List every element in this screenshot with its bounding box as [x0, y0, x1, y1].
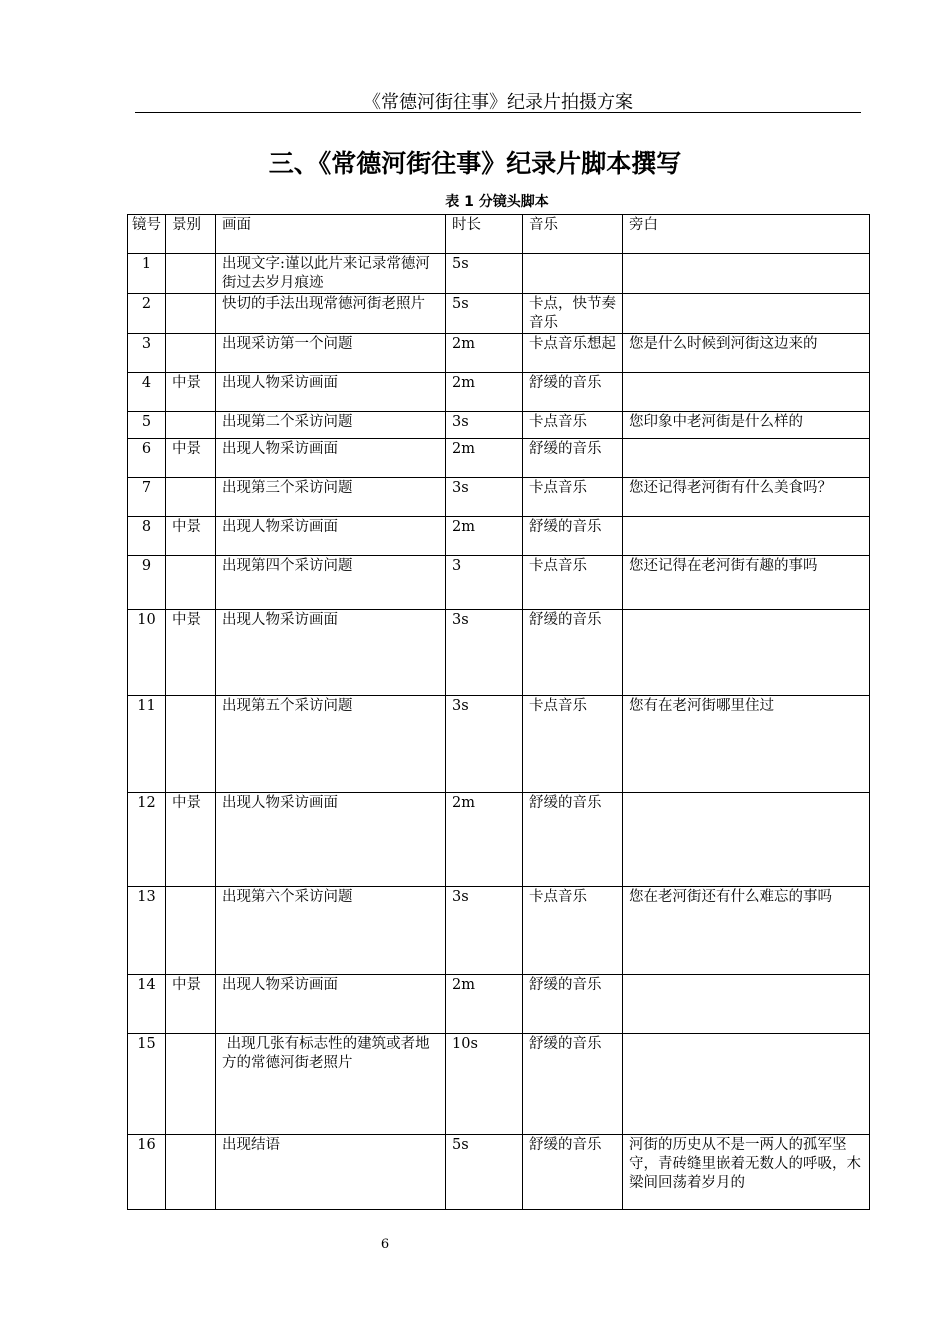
- cell-shot-no: 10: [128, 610, 166, 696]
- table-row: [128, 334, 870, 373]
- cell-music: [523, 254, 623, 294]
- cell-music: 卡点音乐: [523, 556, 623, 610]
- cell-scene: 出现人物采访画面: [216, 793, 446, 887]
- cell-duration: 2m: [446, 793, 523, 887]
- cell-narration: 您有在老河街哪里住过: [623, 696, 870, 793]
- cell-shot-no: 4: [128, 373, 166, 412]
- cell-scene: 出现人物采访画面: [216, 439, 446, 478]
- cell-shot-no: 5: [128, 412, 166, 439]
- cell-shot-no: 16: [128, 1135, 166, 1210]
- cell-scale: 中景: [166, 610, 216, 696]
- cell-scene: 出现人物采访画面: [216, 373, 446, 412]
- cell-duration: 3s: [446, 478, 523, 517]
- cell-scene: 出现第五个采访问题: [216, 696, 446, 793]
- cell-scene: 出现文字:谨以此片来记录常德河街过去岁月痕迹: [216, 254, 446, 294]
- table-row: [128, 975, 870, 1034]
- cell-scene: 出现采访第一个问题: [216, 334, 446, 373]
- cell-duration: 3: [446, 556, 523, 610]
- cell-narration: 您还记得在老河街有趣的事吗: [623, 556, 870, 610]
- cell-scale: [166, 1135, 216, 1210]
- cell-duration: 10s: [446, 1034, 523, 1135]
- cell-scene: 出现结语: [216, 1135, 446, 1210]
- page-number: 6: [380, 1237, 390, 1252]
- cell-duration: 3s: [446, 696, 523, 793]
- cell-scale: 中景: [166, 793, 216, 887]
- cell-scene: 出现人物采访画面: [216, 517, 446, 556]
- cell-duration: 5s: [446, 294, 523, 334]
- table-header-row: [128, 215, 870, 254]
- cell-duration: 2m: [446, 975, 523, 1034]
- cell-shot-no: 12: [128, 793, 166, 887]
- cell-scene: 出现第六个采访问题: [216, 887, 446, 975]
- cell-music: 舒缓的音乐: [523, 975, 623, 1034]
- cell-narration: 您还记得老河街有什么美食吗？: [623, 478, 870, 517]
- cell-scene: 出现人物采访画面: [216, 610, 446, 696]
- cell-narration: [623, 793, 870, 887]
- cell-narration: [623, 1034, 870, 1135]
- cell-scene: 出现第二个采访问题: [216, 412, 446, 439]
- table-row: [128, 294, 870, 334]
- cell-narration: [623, 439, 870, 478]
- cell-narration: [623, 610, 870, 696]
- table-row: [128, 696, 870, 793]
- table-row: [128, 793, 870, 887]
- cell-shot-no: 11: [128, 696, 166, 793]
- cell-narration: 您印象中老河街是什么样的: [623, 412, 870, 439]
- table-row: [128, 373, 870, 412]
- cell-duration: 3s: [446, 887, 523, 975]
- cell-scale: [166, 696, 216, 793]
- table-row: [128, 1034, 870, 1135]
- cell-scale: 中景: [166, 517, 216, 556]
- cell-narration: 您是什么时候到河街这边来的: [623, 334, 870, 373]
- cell-duration: 3s: [446, 412, 523, 439]
- cell-scale: [166, 478, 216, 517]
- cell-music: 舒缓的音乐: [523, 1135, 623, 1210]
- cell-scene: 出现人物采访画面: [216, 975, 446, 1034]
- table-row: [128, 610, 870, 696]
- cell-scale: [166, 412, 216, 439]
- column-header-shot-no: 镜号: [128, 215, 166, 254]
- column-header-scale: 景别: [166, 215, 216, 254]
- cell-shot-no: 9: [128, 556, 166, 610]
- cell-narration: 河街的历史从不是一两人的孤军坚守，青砖缝里嵌着无数人的呼吸，木梁间回荡着岁月的: [623, 1135, 870, 1210]
- cell-shot-no: 7: [128, 478, 166, 517]
- column-header-duration: 时长: [446, 215, 523, 254]
- table-row: [128, 887, 870, 975]
- cell-music: 舒缓的音乐: [523, 517, 623, 556]
- cell-scale: [166, 334, 216, 373]
- cell-narration: [623, 517, 870, 556]
- cell-scale: [166, 254, 216, 294]
- cell-scale: 中景: [166, 439, 216, 478]
- cell-music: 舒缓的音乐: [523, 1034, 623, 1135]
- cell-shot-no: 14: [128, 975, 166, 1034]
- cell-scene: 快切的手法出现常德河街老照片: [216, 294, 446, 334]
- cell-scale: [166, 887, 216, 975]
- table-row: [128, 254, 870, 294]
- cell-duration: 2m: [446, 517, 523, 556]
- cell-scale: 中景: [166, 975, 216, 1034]
- cell-music: 卡点，快节奏音乐: [523, 294, 623, 334]
- column-header-music: 音乐: [523, 215, 623, 254]
- cell-music: 舒缓的音乐: [523, 793, 623, 887]
- cell-shot-no: 13: [128, 887, 166, 975]
- section-title: 三、《常德河街往事》纪录片脚本撰写: [268, 149, 682, 178]
- table-row: [128, 478, 870, 517]
- cell-shot-no: 15: [128, 1034, 166, 1135]
- cell-shot-no: 2: [128, 294, 166, 334]
- cell-scene: 出现几张有标志性的建筑或者地方的常德河街老照片: [216, 1034, 446, 1135]
- cell-narration: 您在老河街还有什么难忘的事吗: [623, 887, 870, 975]
- cell-music: 卡点音乐: [523, 696, 623, 793]
- table-row: [128, 439, 870, 478]
- cell-scene: 出现第三个采访问题: [216, 478, 446, 517]
- header-rule: [135, 112, 861, 113]
- cell-narration: [623, 254, 870, 294]
- table-caption: 表 1 分镜头脚本: [445, 194, 549, 210]
- cell-music: 舒缓的音乐: [523, 373, 623, 412]
- cell-scene: 出现第四个采访问题: [216, 556, 446, 610]
- cell-narration: [623, 294, 870, 334]
- cell-narration: [623, 975, 870, 1034]
- cell-music: 卡点音乐: [523, 478, 623, 517]
- cell-shot-no: 3: [128, 334, 166, 373]
- cell-duration: 5s: [446, 1135, 523, 1210]
- cell-duration: 2m: [446, 373, 523, 412]
- column-header-narration: 旁白: [623, 215, 870, 254]
- cell-scale: [166, 1034, 216, 1135]
- cell-shot-no: 8: [128, 517, 166, 556]
- cell-duration: 2m: [446, 439, 523, 478]
- cell-scale: [166, 294, 216, 334]
- cell-scale: 中景: [166, 373, 216, 412]
- table-row: [128, 412, 870, 439]
- column-header-scene: 画面: [216, 215, 446, 254]
- table-row: [128, 517, 870, 556]
- cell-music: 卡点音乐: [523, 887, 623, 975]
- table-row: [128, 1135, 870, 1210]
- storyboard-table: [127, 214, 870, 1210]
- cell-music: 舒缓的音乐: [523, 439, 623, 478]
- cell-duration: 2m: [446, 334, 523, 373]
- cell-shot-no: 6: [128, 439, 166, 478]
- cell-music: 卡点音乐想起: [523, 334, 623, 373]
- cell-music: 舒缓的音乐: [523, 610, 623, 696]
- cell-music: 卡点音乐: [523, 412, 623, 439]
- cell-duration: 3s: [446, 610, 523, 696]
- cell-duration: 5s: [446, 254, 523, 294]
- cell-shot-no: 1: [128, 254, 166, 294]
- cell-scale: [166, 556, 216, 610]
- table-row: [128, 556, 870, 610]
- cell-narration: [623, 373, 870, 412]
- header-title: 《常德河街往事》纪录片拍摄方案: [363, 92, 633, 113]
